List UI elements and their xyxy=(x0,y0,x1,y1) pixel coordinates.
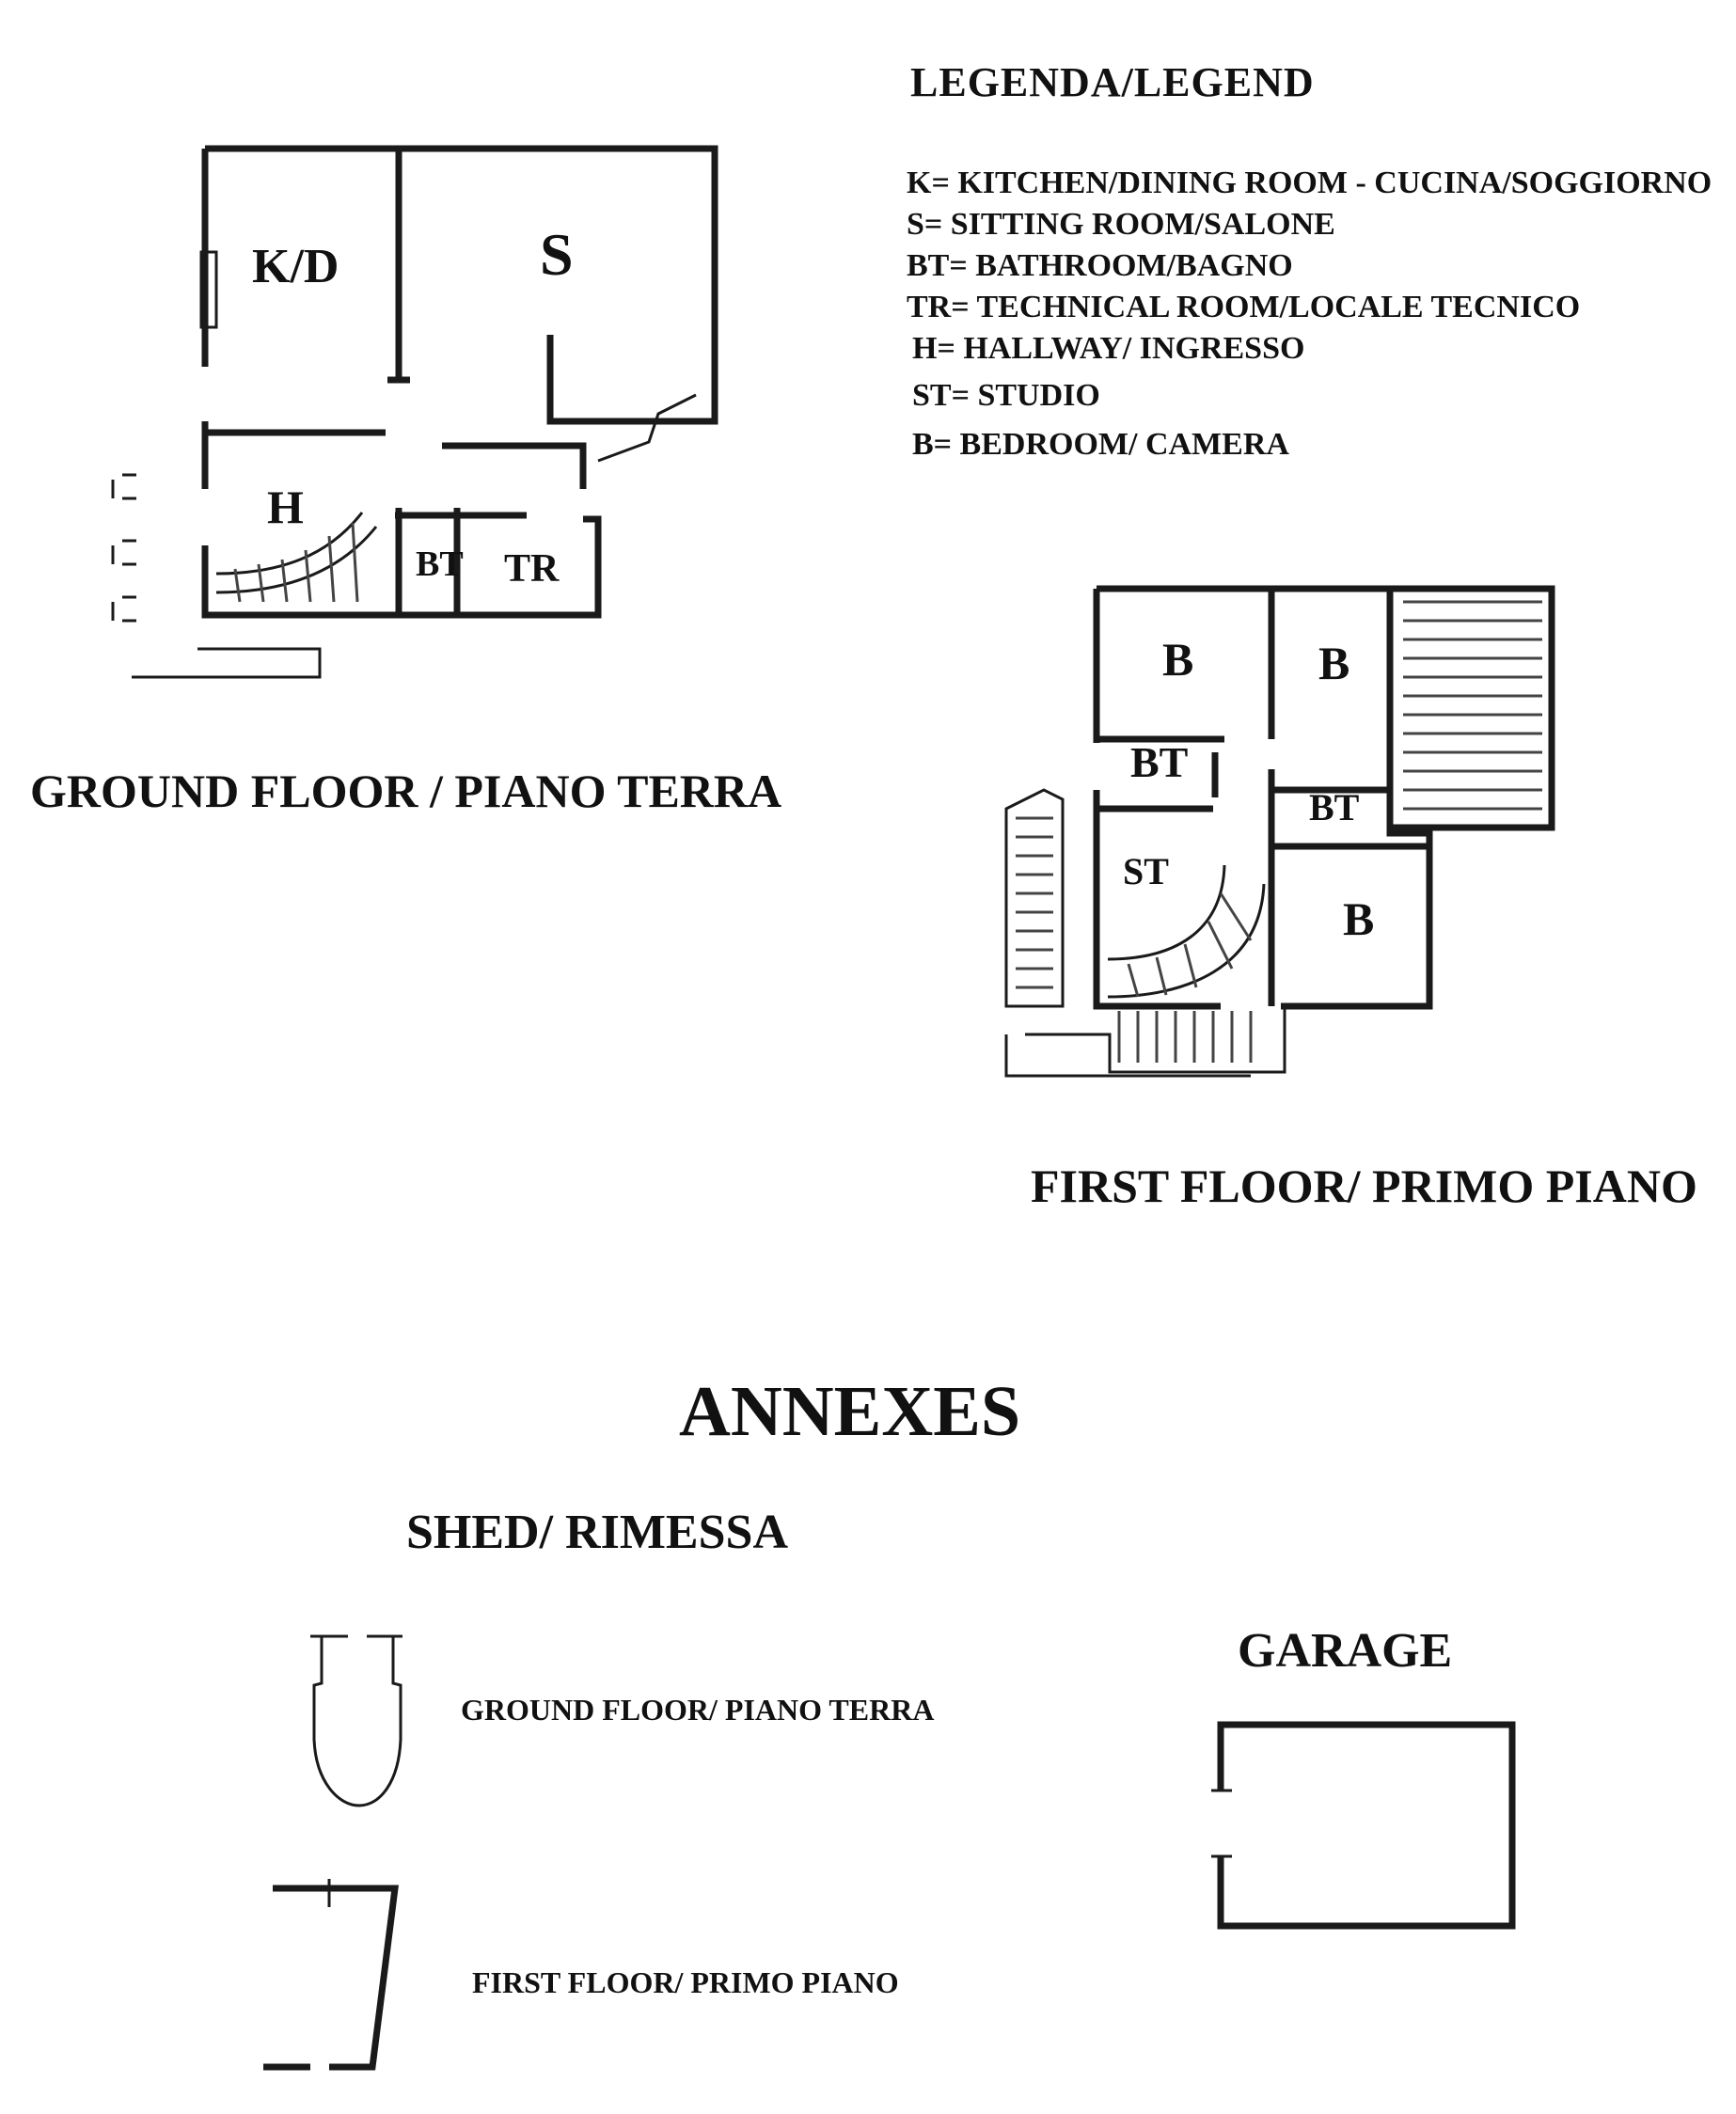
first-floor-plan xyxy=(978,564,1655,1091)
shed-ground-floor-plan xyxy=(282,1617,423,1815)
shed-ground-floor-caption: GROUND FLOOR/ PIANO TERRA xyxy=(461,1693,935,1727)
room-label-bath-2: BT xyxy=(1309,786,1360,828)
room-label-bath-1: BT xyxy=(1130,738,1189,786)
room-label-studio: ST xyxy=(1123,850,1169,892)
ground-floor-caption: GROUND FLOOR / PIANO TERRA xyxy=(30,765,782,817)
legend-item-technical: TR= TECHNICAL ROOM/LOCALE TECNICO xyxy=(907,290,1581,324)
legend-title: LEGENDA/LEGEND xyxy=(910,59,1315,105)
room-label-tech: TR xyxy=(504,547,560,591)
legend-item-bedroom: B= BEDROOM/ CAMERA xyxy=(912,427,1289,462)
legend-item-hallway: H= HALLWAY/ INGRESSO xyxy=(912,331,1305,366)
first-floor-caption: FIRST FLOOR/ PRIMO PIANO xyxy=(1031,1160,1697,1212)
room-label-bath: BT xyxy=(416,544,464,584)
legend-item-sitting: S= SITTING ROOM/SALONE xyxy=(907,207,1335,242)
ground-floor-walls xyxy=(132,149,715,677)
room-label-bedroom-2: B xyxy=(1318,637,1350,689)
room-label-hall: H xyxy=(267,481,304,533)
legend-item-bathroom: BT= BATHROOM/BAGNO xyxy=(907,248,1293,283)
legend-item-studio: ST= STUDIO xyxy=(912,378,1100,413)
first-floor-walls xyxy=(1006,589,1552,1076)
room-label-kitchen: K/D xyxy=(252,240,339,293)
shed-title: SHED/ RIMESSA xyxy=(406,1506,788,1559)
annexes-title: ANNEXES xyxy=(679,1372,1021,1451)
room-label-bedroom-3: B xyxy=(1343,892,1375,945)
ground-floor-door-marks xyxy=(113,475,136,621)
shed-first-floor-caption: FIRST FLOOR/ PRIMO PIANO xyxy=(472,1965,899,1999)
shed-first-floor-plan xyxy=(254,1879,404,2086)
legend-item-kitchen: K= KITCHEN/DINING ROOM - CUCINA/SOGGIORNO xyxy=(907,166,1712,200)
ground-floor-plan xyxy=(0,0,846,715)
garage-title: GARAGE xyxy=(1238,1624,1453,1678)
room-label-bedroom-1: B xyxy=(1162,633,1194,686)
room-label-sitting: S xyxy=(540,221,574,288)
garage-plan xyxy=(1204,1715,1523,1941)
